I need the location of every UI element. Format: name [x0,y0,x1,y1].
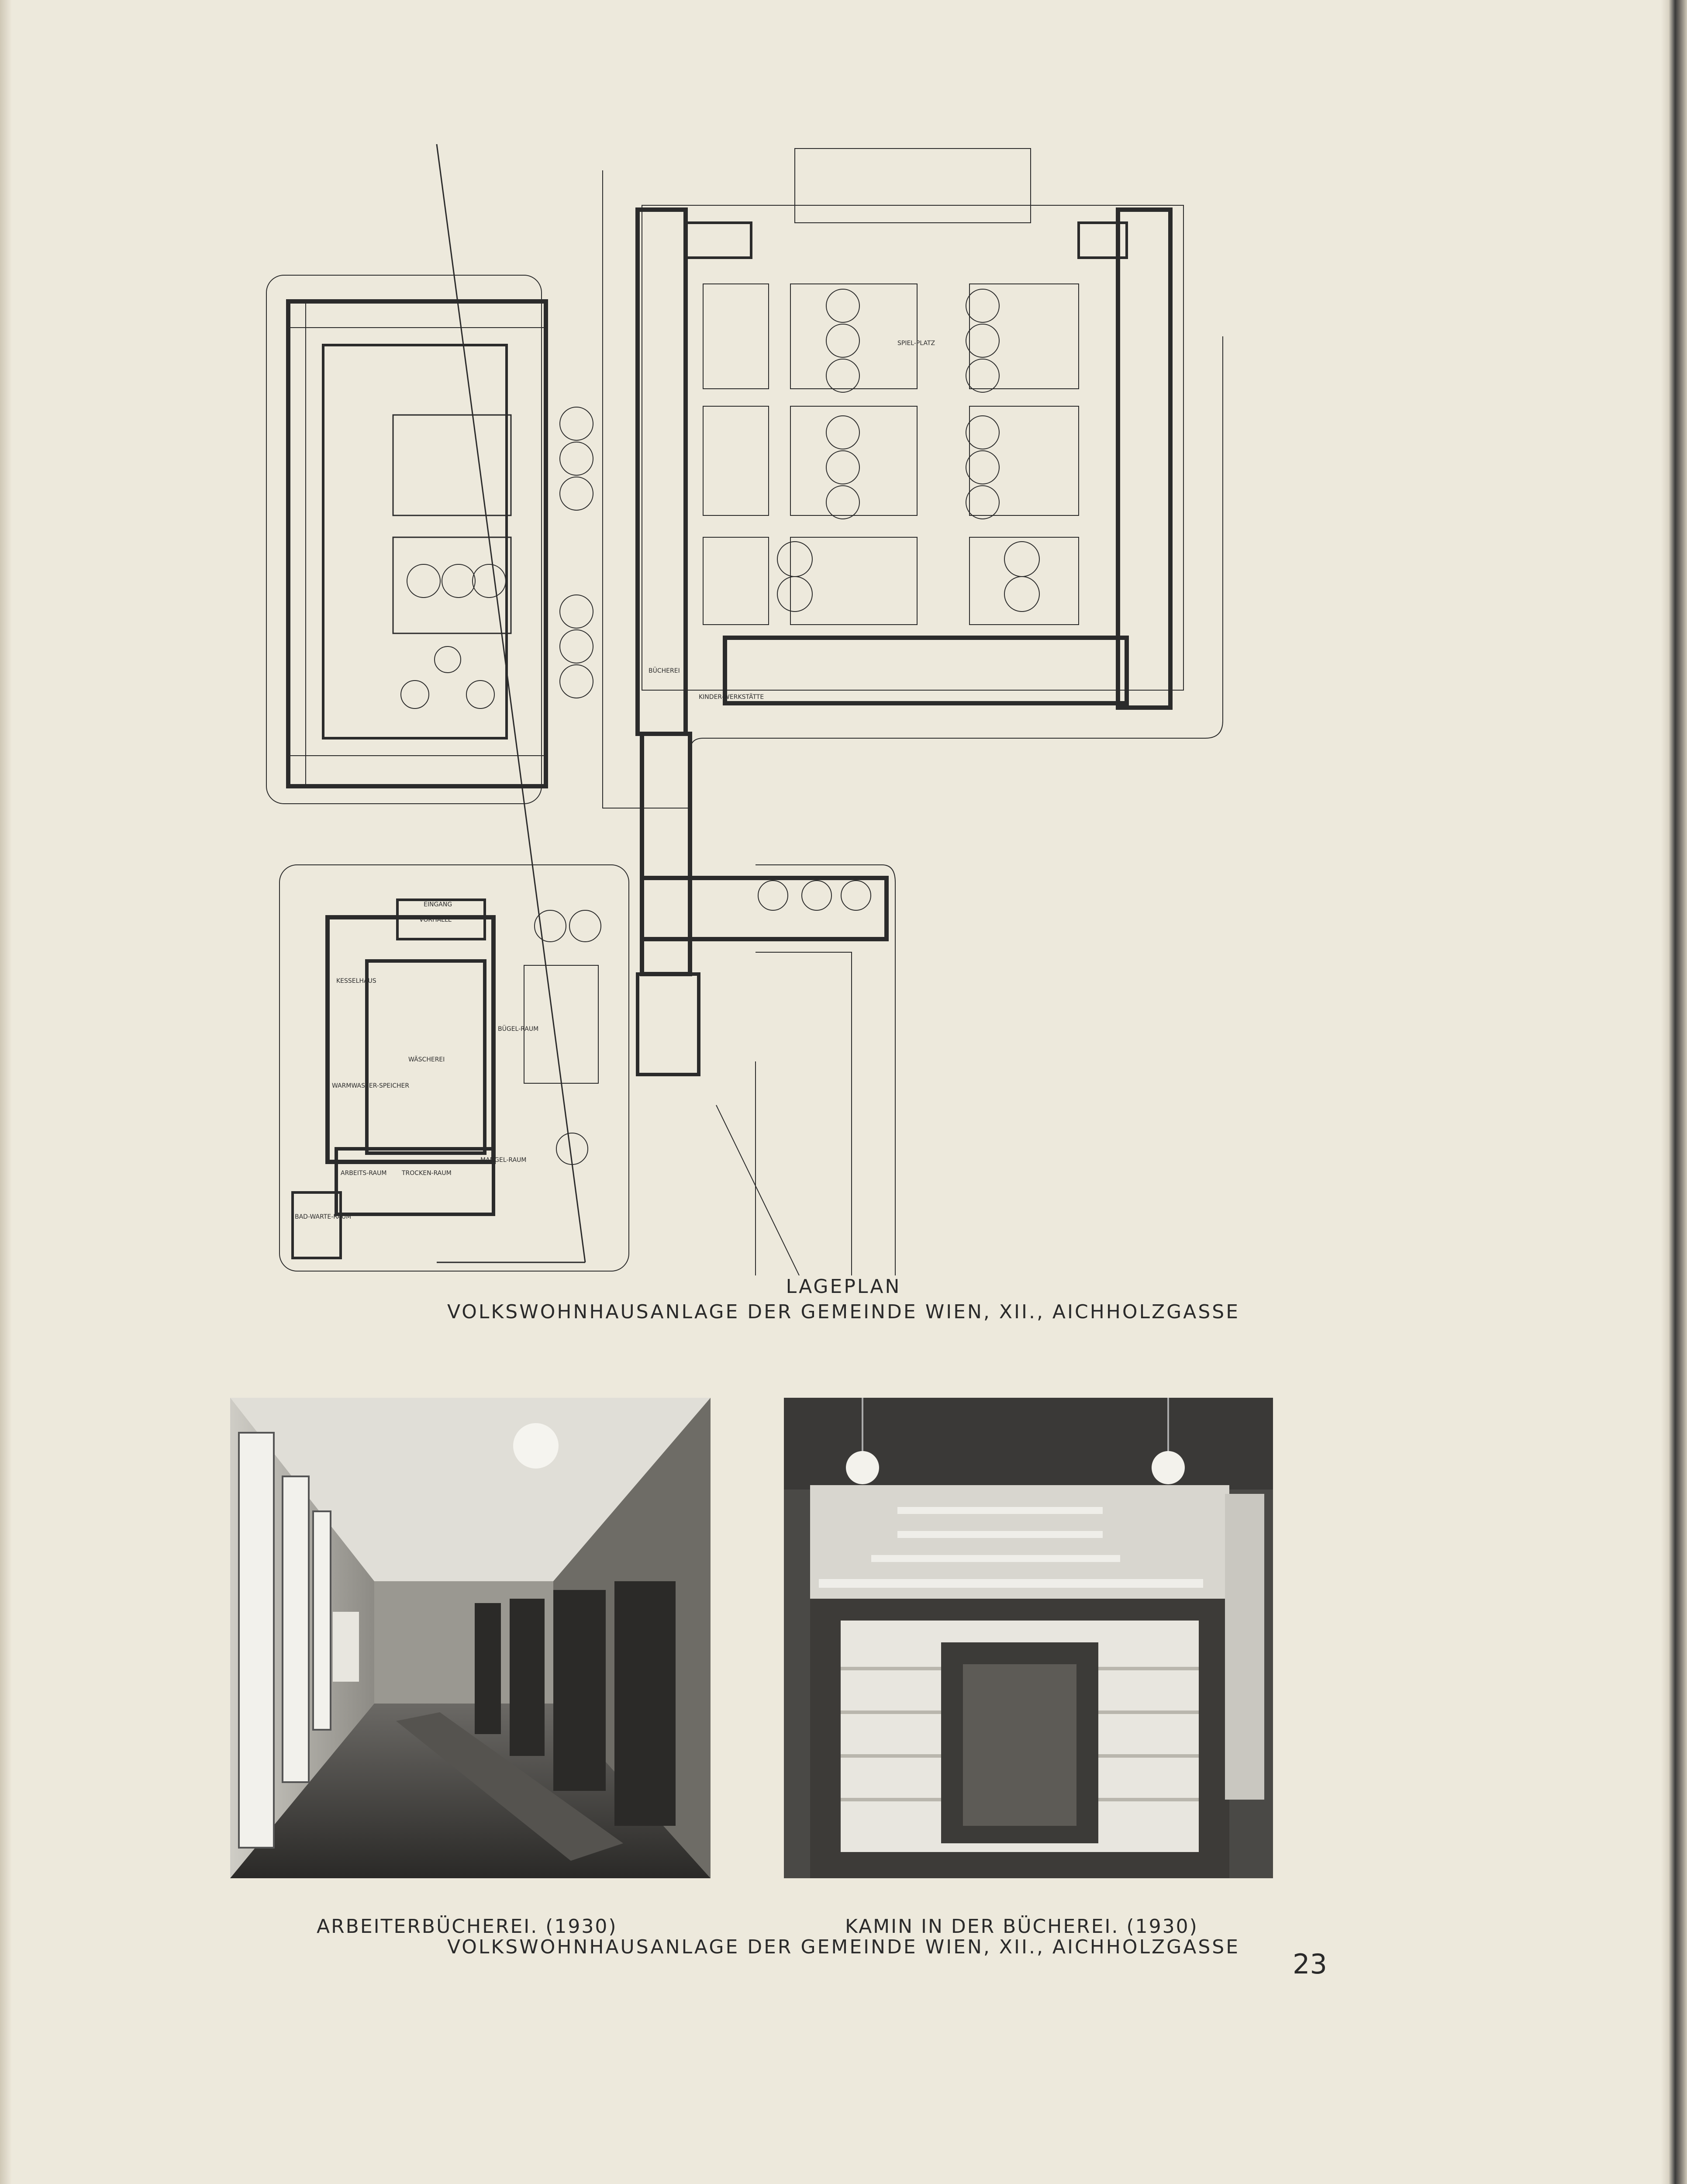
page-number: 23 [1293,1948,1327,1980]
label-eingang: EINGANG [424,901,452,908]
site-plan-caption-title: LAGEPLAN [786,1275,901,1298]
photo-kamin [784,1398,1273,1878]
label-trockenraum: TROCKEN-RAUM [402,1170,452,1177]
label-buegelraum: BÜGEL-RAUM [498,1026,539,1033]
photo-caption-shared: VOLKSWOHNHAUSANLAGE DER GEMEINDE WIEN, XII., AICHHOLZGASSE [447,1936,1240,1958]
label-badewarteraum: BAD-WARTE-RAUM [295,1213,352,1220]
site-plan-caption-subtitle: VOLKSWOHNHAUSANLAGE DER GEMEINDE WIEN, XII., AICHHOLZGASSE [447,1301,1240,1323]
label-kesselhaus: KESSELHAUS [336,978,376,985]
label-buecherei: BÜCHEREI [649,667,680,674]
page-spine-shadow [0,0,11,2184]
label-warmwasserspeicher: WARMWASSER-SPEICHER [332,1082,410,1089]
label-mangelraum: MANGEL-RAUM [480,1157,527,1164]
label-spielplatz: SPIEL-PLATZ [897,340,935,347]
label-waescherei: WÄSCHEREI [408,1056,445,1063]
page-edge [1661,0,1687,2184]
label-vorhalle: VORHALLE [419,916,452,923]
label-arbeitsraum: ARBEITS-RAUM [341,1170,387,1177]
photo-arbeiterbuecherei [230,1398,711,1878]
photo-caption-right: KAMIN IN DER BÜCHEREI. (1930) [845,1915,1198,1938]
label-kinderwerkstaette: KINDER-WERKSTÄTTE [699,694,764,701]
photo-caption-left: ARBEITERBÜCHEREI. (1930) [317,1915,618,1938]
site-plan-drawing [253,144,1354,1275]
